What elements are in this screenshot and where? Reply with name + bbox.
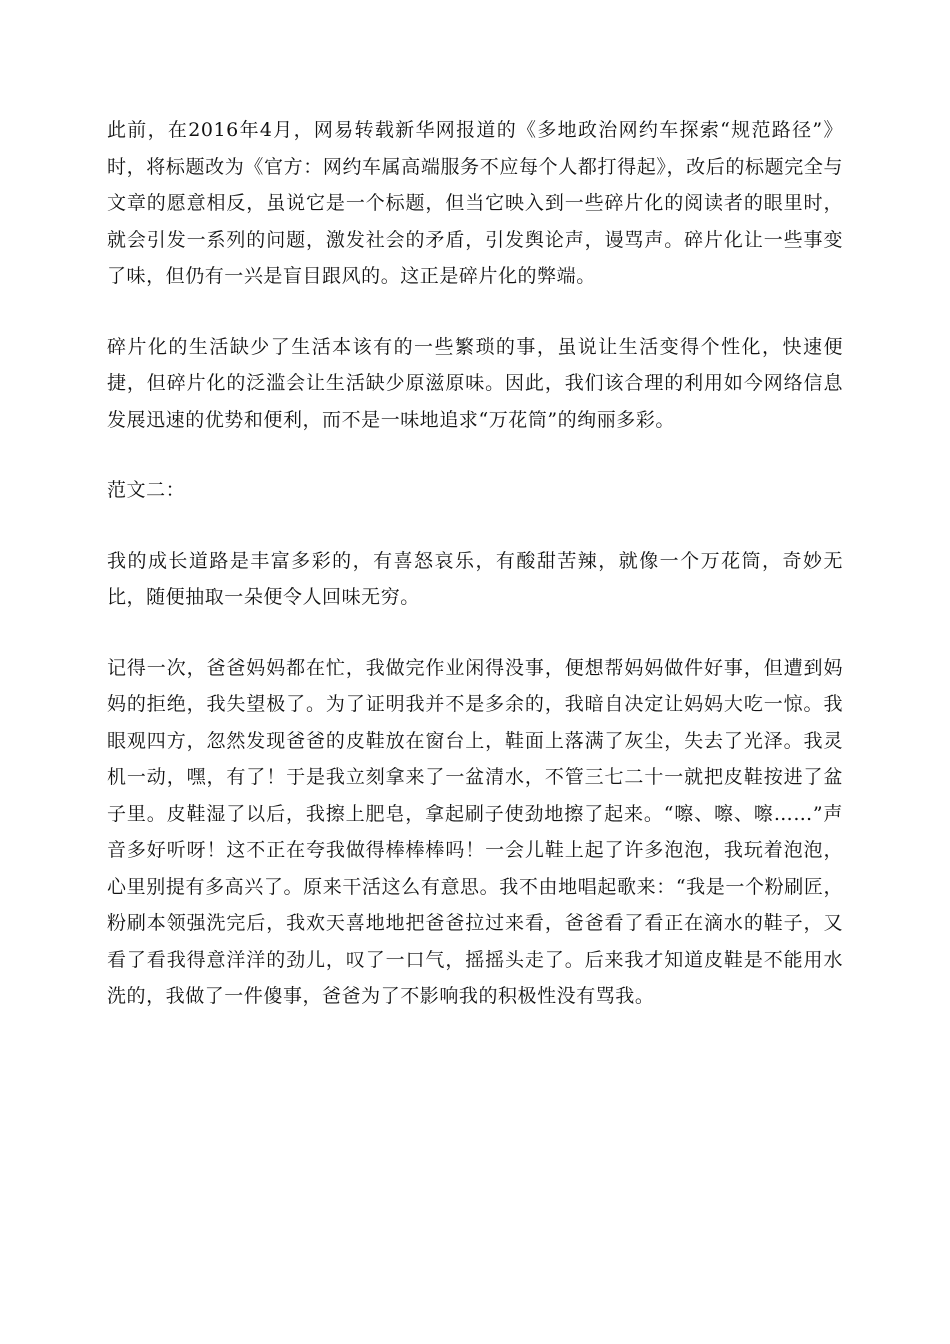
paragraph-fragmented-life: 碎片化的生活缺少了生活本该有的一些繁琐的事，虽说让生活变得个性化，快速便捷，但碎片化的泛滥会让生活缺少原滋原味。因此，我们该合理的利用如今网络信息发展迅速的优势和便利，而不是一味地追求“万花筒”的绚丽多彩。 [107,335,843,431]
section-heading-sample-two: 范文二： [107,479,186,501]
paragraph-growth-road: 我的成长道路是丰富多彩的，有喜怒哀乐，有酸甜苦辣，就像一个万花筒，奇妙无比，随便抽取一朵便令人回味无穷。 [107,549,843,608]
document-body [107,112,843,1049]
paragraph-shoe-washing-story: 记得一次，爸爸妈妈都在忙，我做完作业闲得没事，便想帮妈妈做件好事，但遭到妈妈的拒绝，我失望极了。为了证明我并不是多余的，我暗自决定让妈妈大吃一惊。我眼观四方，忽然发现爸爸的皮鞋放在窗台上，鞋面上落满了灰尘，失去了光泽。我灵机一动，嘿，有了！于是我立刻拿来了一盆清水，不管三七二十一就把皮鞋按进了盆子里。皮鞋湿了以后，我擦上肥皂，拿起刷子使劲地擦了起来。“嚓、嚓、嚓……”声音多好听呀！这不正在夸我做得棒棒棒吗！一会儿鞋上起了许多泡泡，我玩着泡泡，心里别提有多高兴了。原来干活这么有意思。我不由地唱起歌来：“我是一个粉刷匠，粉刷本领强洗完后，我欢天喜地地把爸爸拉过来看，爸爸看了看正在滴水的鞋子，又看了看我得意洋洋的劲儿，叹了一口气，摇摇头走了。后来我才知道皮鞋是不能用水洗的，我做了一件傻事，爸爸为了不影响我的积极性没有骂我。 [107,656,843,1007]
paragraph-news-headline: 此前，在2016年4月，网易转载新华网报道的《多地政治网约车探索“规范路径”》时，将标题改为《官方：网约车属高端服务不应每个人都打得起》，改后的标题完全与文章的愿意相反，虽说它是一个标题，但当它映入到一些碎片化的阅读者的眼里时，就会引发一系列的问题，激发社会的矛盾，引发舆论声，谩骂声。碎片化让一些事变了味，但仍有一兴是盲目跟风的。这正是碎片化的弊端。 [107,119,843,287]
